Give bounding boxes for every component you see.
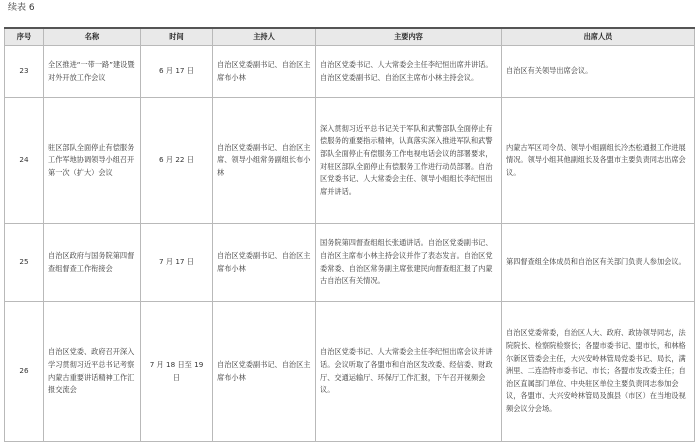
row-attendees: 内蒙古军区司令员、领导小组副组长冷杰松通报工作进展情况。领导小组其他副组长及各盟市主要负责同志出席会议。	[502, 98, 695, 224]
row-number: 26	[5, 302, 44, 442]
row-name: 全区推进“一带一路”建设暨对外开放工作会议	[44, 46, 141, 98]
row-host: 自治区党委副书记、自治区主席布小林	[213, 224, 316, 302]
row-name: 自治区政府与国务院第四督查组督查工作衔接会	[44, 224, 141, 302]
header-attendees: 出席人员	[502, 28, 695, 46]
row-time: 6 月 22 日	[141, 98, 213, 224]
row-host: 自治区党委副书记、自治区主席、领导小组常务副组长布小林	[213, 98, 316, 224]
row-name: 驻区部队全面停止有偿服务工作军地协调领导小组召开第一次（扩大）会议	[44, 98, 141, 224]
header-name: 名称	[44, 28, 141, 46]
header-content: 主要内容	[316, 28, 502, 46]
row-time: 7 月 17 日	[141, 224, 213, 302]
row-host: 自治区党委副书记、自治区主席布小林	[213, 302, 316, 442]
row-content: 国务院第四督查组组长张通讲话。自治区党委副书记、自治区主席布小林主持会议并作了表态发言。自治区党委常委、自治区常务副主席张建民向督查组汇报了内蒙古自治区有关情况。	[316, 224, 502, 302]
row-attendees: 自治区有关领导出席会议。	[502, 46, 695, 98]
row-number: 25	[5, 224, 44, 302]
row-host: 自治区党委副书记、自治区主席布小林	[213, 46, 316, 98]
header-time: 时间	[141, 28, 213, 46]
row-attendees: 第四督查组全体成员和自治区有关部门负责人参加会议。	[502, 224, 695, 302]
table-header-row	[5, 28, 695, 46]
row-name: 自治区党委、政府召开深入学习贯彻习近平总书记考察内蒙古重要讲话精神工作汇报交流会	[44, 302, 141, 442]
row-number: 23	[5, 46, 44, 98]
row-number: 24	[5, 98, 44, 224]
row-content: 自治区党委书记、人大常委会主任李纪恒出席会议并讲话。会议听取了各盟市和自治区发改委、经信委、财政厅、交通运输厅、环保厅工作汇报，下午召开视频会议。	[316, 302, 502, 442]
row-attendees: 自治区党委常委，自治区人大、政府、政协领导同志，法院院长、检察院检察长；各盟市委书记、盟市长，和林格尔新区管委会主任，大兴安岭林管局党委书记、局长，满洲里、二连浩特市委书记、市长；各盟市发改委主任；自治区直属部门单位、中央驻区单位主要负责同志参加会议，各盟市、大兴安岭林管局及旗县（市区）在当地设视频会议分会场。	[502, 302, 695, 442]
meetings-table	[4, 27, 695, 442]
row-time: 6 月 17 日	[141, 46, 213, 98]
row-content: 深入贯彻习近平总书记关于军队和武警部队全面停止有偿服务的重要指示精神，认真落实深入推进军队和武警部队全面停止有偿服务工作电视电话会议的部署要求，对驻区部队全面停止有偿服务工作进行动员部署。自治区党委书记、人大常委会主任、领导小组组长李纪恒出席并讲话。	[316, 98, 502, 224]
table-row	[5, 224, 695, 302]
header-host: 主持人	[213, 28, 316, 46]
table-row	[5, 98, 695, 224]
row-time: 7 月 18 日至 19 日	[141, 302, 213, 442]
table-row	[5, 302, 695, 442]
row-content: 自治区党委书记、人大常委会主任李纪恒出席并讲话。自治区党委副书记、自治区主席布小林主持会议。	[316, 46, 502, 98]
table-row	[5, 46, 695, 98]
header-number: 序号	[5, 28, 44, 46]
table-caption: 续表 6	[8, 3, 35, 13]
